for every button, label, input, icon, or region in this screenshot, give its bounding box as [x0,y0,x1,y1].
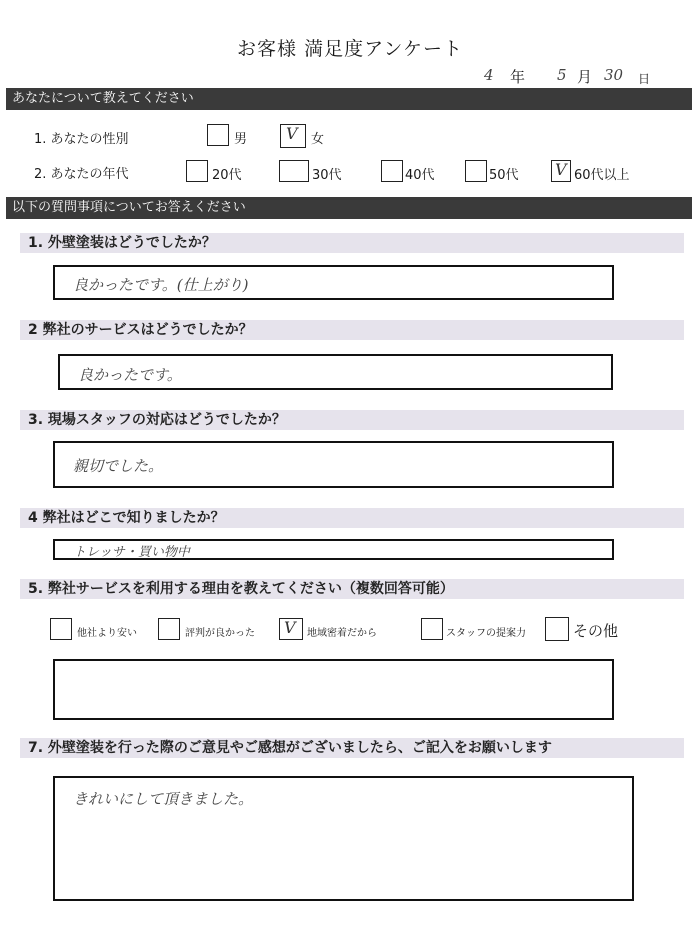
question-gender-label: 1. あなたの性別 [34,132,129,147]
option-male-label: 男 [234,132,248,147]
option-reason-staff-label: スタッフの提案力 [446,628,526,639]
checkbox-age-30s[interactable] [279,160,309,182]
date-day-unit: 日 [638,72,651,86]
option-age-60s-plus-label: 60代以上 [574,168,630,183]
checkbox-reason-staff[interactable] [421,618,443,640]
checkbox-reason-other[interactable] [545,617,569,641]
answer-7-text: きれいにして頂きました。 [73,790,254,808]
option-reason-local-label: 地域密着だから [307,628,377,639]
answer-box-4[interactable] [53,539,614,560]
section-header-questions: 以下の質問事項についてお答えください [6,197,692,219]
question-5-label: 5. 弊社サービスを利用する理由を教えてください（複数回答可能） [20,579,684,599]
question-1-label: 1. 外壁塗装はどうでしたか？ [20,233,684,253]
answer-box-5[interactable] [53,659,614,720]
option-reason-cheaper-label: 他社より安い [77,628,137,639]
date-year-value: 4 [484,66,494,84]
checkbox-reason-cheaper[interactable] [50,618,72,640]
option-age-50s-label: 50代 [489,168,519,183]
check-mark-icon: V [284,618,296,637]
answer-1-text: 良かったです。(仕上がり) [73,276,249,294]
question-2-label: 2 弊社のサービスはどうでしたか？ [20,320,684,340]
section-header-about-you: あなたについて教えてください [6,88,692,110]
option-reason-other-label: その他 [573,622,619,640]
question-7-label: 7. 外壁塗装を行った際のご意見やご感想がございましたら、ご記入をお願いします [20,738,684,758]
date-day-value: 30 [604,66,624,84]
answer-4-text: トレッサ・買い物中 [73,545,190,560]
answer-box-1[interactable] [53,265,614,300]
option-age-30s-label: 30代 [312,168,342,183]
option-female-label: 女 [311,132,325,147]
page-title: お客様 満足度アンケート [237,38,463,60]
date-year-unit: 年 [510,68,526,86]
question-age-label: 2. あなたの年代 [34,167,129,182]
option-reason-reputation-label: 評判が良かった [185,628,255,639]
checkbox-age-40s[interactable] [381,160,403,182]
answer-3-text: 親切でした。 [73,457,164,475]
answer-2-text: 良かったです。 [78,366,182,384]
check-mark-icon: V [555,160,567,179]
checkbox-age-60s-plus[interactable] [551,160,571,182]
answer-box-3[interactable] [53,441,614,488]
question-3-label: 3. 現場スタッフの対応はどうでしたか？ [20,410,684,430]
checkbox-reason-reputation[interactable] [158,618,180,640]
checkbox-age-50s[interactable] [465,160,487,182]
answer-box-7[interactable] [53,776,634,901]
option-age-40s-label: 40代 [405,168,435,183]
option-age-20s-label: 20代 [212,168,242,183]
check-mark-icon: V [286,124,298,143]
checkbox-reason-local[interactable] [279,618,303,640]
checkbox-male[interactable] [207,124,229,146]
date-month-unit: 月 [577,68,593,86]
checkbox-age-20s[interactable] [186,160,208,182]
date-month-value: 5 [557,66,567,84]
answer-box-2[interactable] [58,354,613,390]
checkbox-female[interactable] [280,124,306,148]
question-4-label: 4 弊社はどこで知りましたか？ [20,508,684,528]
